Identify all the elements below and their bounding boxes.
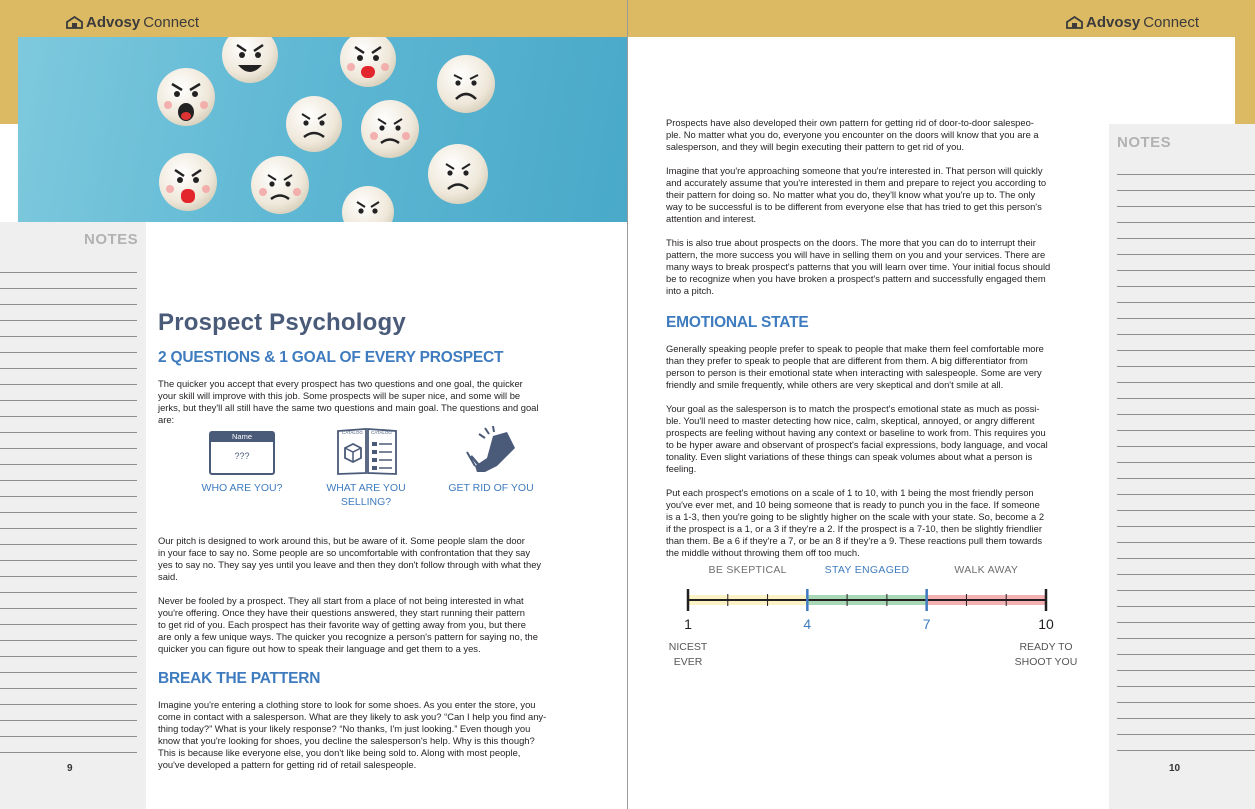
text-line: many ways to break prospect's patterns that you will learn over time. Your initial focus should	[666, 261, 1051, 272]
note-line	[1117, 702, 1255, 703]
note-line	[0, 416, 137, 417]
face-upset-center	[286, 96, 342, 152]
face-shouting	[157, 68, 215, 126]
face-frown-lower-right	[428, 144, 488, 204]
question-text: WHAT ARE YOU	[326, 482, 406, 494]
note-line	[0, 672, 137, 673]
note-line	[1117, 478, 1255, 479]
house-icon	[1066, 16, 1083, 29]
scale-low-label: EVER	[673, 656, 703, 668]
paragraph-never-fooled	[158, 595, 588, 655]
text-line: is a 1-3, then you're going to be slightly higher on the scale with your state. So, become a 2	[666, 511, 1045, 522]
scale-low-label: NICEST	[668, 641, 708, 653]
question-who-are-you	[196, 481, 288, 495]
brand-name-light: Connect	[1143, 14, 1200, 31]
paragraph-imagine	[666, 165, 1096, 225]
page-number: 10	[1169, 763, 1181, 774]
angry-faces-illustration	[18, 37, 627, 222]
text-line: than them. Be a 6 if they're a 7, or be an 8 if they're a 9. These reactions pull them towards	[666, 535, 1043, 546]
goal-text: GET RID OF YOU	[448, 482, 534, 494]
text-line: This is because like everyone else, you don't like being sold to. Along with most people,	[158, 747, 521, 758]
text-line: jerks, but they'll all still have the same two questions and main goal. The questions and goal	[158, 402, 539, 413]
scale-zone-label: BE SKEPTICAL	[708, 564, 787, 576]
catalog-icon	[336, 426, 398, 476]
note-line	[1117, 494, 1255, 495]
text-line: in your face to say no. Some people are so uncomfortable with confrontation that they say	[158, 547, 531, 558]
note-line	[1117, 686, 1255, 687]
note-line	[1117, 734, 1255, 735]
note-line	[0, 272, 137, 273]
note-line	[0, 464, 137, 465]
section-heading-emotional-state: EMOTIONAL STATE	[666, 314, 809, 331]
note-line	[0, 608, 137, 609]
note-line	[1117, 382, 1255, 383]
left-page	[0, 0, 627, 809]
note-line	[1117, 462, 1255, 463]
notes-column-right	[1109, 124, 1255, 809]
note-line	[1117, 430, 1255, 431]
scale-high-label: READY TO	[1019, 641, 1073, 653]
catalog-label-left: CATALOG	[342, 430, 363, 435]
paragraph-intro	[158, 378, 588, 426]
note-line	[1117, 670, 1255, 671]
note-line	[1117, 622, 1255, 623]
note-line	[1117, 510, 1255, 511]
brand-logo	[1066, 14, 1199, 31]
scale-number: 10	[1038, 616, 1054, 632]
text-line: tonality. Even slight variations of these things can speak volumes about what a person is	[666, 451, 1033, 462]
note-line	[0, 496, 137, 497]
text-line: Imagine you're entering a clothing store to look for some shoes. As you enter the store, you	[158, 699, 536, 710]
note-line	[1117, 302, 1255, 303]
note-line	[1117, 654, 1255, 655]
page-number: 9	[67, 763, 73, 774]
text-line: ble. You'll need to master detecting how nice, calm, skeptical, annoyed, or angry different	[666, 415, 1035, 426]
text-line: if the prospect is a 1, or a 3 if they're a 2. If the prospect is a 7-10, then be slightly friendlier	[666, 523, 1042, 534]
brand-name-bold: Advosy	[86, 14, 141, 31]
section-heading-break-pattern: BREAK THE PATTERN	[158, 670, 321, 687]
face-tongue-bottom	[159, 153, 217, 211]
note-line	[1117, 606, 1255, 607]
text-line: salesperson, and they will begin executing their pattern to get rid of you.	[666, 141, 965, 152]
scale-low-caption	[658, 640, 718, 670]
note-line	[1117, 174, 1255, 175]
note-line	[1117, 526, 1255, 527]
text-line: This is also true about prospects on the doors. The more that you can do to interrupt their	[666, 237, 1036, 248]
note-line	[1117, 750, 1255, 751]
emoji-faces-photo	[18, 37, 627, 222]
face-angry-blush	[361, 100, 419, 158]
text-line: Your goal as the salesperson is to match the prospect's emotional state as much as possi-	[666, 403, 1040, 414]
right-page	[628, 0, 1255, 809]
note-line	[1117, 254, 1255, 255]
note-line	[0, 640, 137, 641]
text-line: ple. No matter what you do, everyone you encounter on the doors will know that you are a	[666, 129, 1039, 140]
note-line	[0, 400, 137, 401]
text-line: their pattern for doing so. No matter what you do, they'll know what you're up to. The only	[666, 189, 1036, 200]
text-line: you've ever met, and 10 being someone that is ready to punch you in the face. If someone	[666, 499, 1040, 510]
note-line	[0, 480, 137, 481]
name-card-value: ???	[234, 451, 250, 461]
note-line	[1117, 398, 1255, 399]
text-line: Imagine that you're approaching someone that you're interested in. That person will quickly	[666, 165, 1043, 176]
note-line	[0, 512, 137, 513]
note-line	[0, 752, 137, 753]
paragraph-emotional	[666, 343, 1096, 391]
note-line	[1117, 558, 1255, 559]
brand-logo	[66, 14, 199, 31]
scale-number: 1	[684, 616, 692, 632]
emotional-scale	[658, 562, 1098, 672]
brand-name-light: Connect	[143, 14, 200, 31]
question-text: WHO ARE YOU?	[201, 482, 283, 494]
note-line	[0, 704, 137, 705]
note-line	[1117, 206, 1255, 207]
text-line: said.	[158, 571, 178, 582]
note-line	[0, 656, 137, 657]
scale-number: 4	[803, 616, 812, 632]
text-line: are:	[158, 414, 175, 425]
text-line: pattern, the more success you will have in selling them on you and your services. There are	[666, 249, 1046, 260]
text-line: you're offering. Once they have their questions answered, they start running their pattern	[158, 607, 525, 618]
note-line	[1117, 446, 1255, 447]
note-line	[0, 528, 137, 529]
text-line: friendly and smile frequently, while others are very skeptical and don't smile at all.	[666, 379, 1004, 390]
catalog-label-right: CATALOG	[371, 430, 392, 435]
text-line: to get rid of you. Each prospect has their favorite way of getting away from you, but there	[158, 619, 526, 630]
face-grin	[222, 37, 278, 83]
text-line: Never be fooled by a prospect. They all start from a place of not being interested in what	[158, 595, 524, 606]
note-line	[1117, 222, 1255, 223]
question-what-are-you-selling	[320, 481, 412, 509]
paragraph-goal	[666, 403, 1096, 475]
text-line: thing today?” What is your likely response? “No thanks, I'm just looking.” Even though you	[158, 723, 531, 734]
text-line: Put each prospect's emotions on a scale of 1 to 10, with 1 being the most friendly person	[666, 487, 1034, 498]
note-line	[0, 288, 137, 289]
note-line	[0, 560, 137, 561]
note-line	[1117, 574, 1255, 575]
notes-title: NOTES	[1117, 134, 1172, 151]
text-line: are only a few unique ways. The quicker you recognize a person's pattern for saying no, the	[158, 631, 538, 642]
face-frown-right	[437, 55, 495, 113]
paragraph-pitch	[158, 535, 588, 583]
note-line	[1117, 286, 1255, 287]
text-line: the middle without throwing them off too much.	[666, 547, 860, 558]
note-line	[1117, 718, 1255, 719]
text-line: know that you're looking for shoes, you decline the salesperson's help. Why is this though?	[158, 735, 535, 746]
note-line	[1117, 238, 1255, 239]
paragraph-doors	[666, 237, 1096, 297]
text-line: Generally speaking people prefer to speak to people that make them feel comfortable more	[666, 343, 1044, 354]
section-heading-questions: 2 QUESTIONS & 1 GOAL OF EVERY PROSPECT	[158, 349, 504, 366]
text-line: be to recognize when you have broken a prospect's pattern and successfully engaged them	[666, 273, 1046, 284]
scale-high-label: SHOOT YOU	[1014, 656, 1078, 668]
paragraph-prospect-patterns	[666, 117, 1096, 153]
text-line: quicker you can figure out how to speak their language and get them to a yes.	[158, 643, 481, 654]
note-line	[0, 736, 137, 737]
text-line: come in contact with a salesperson. What are they likely to ask you? “Can I help you find any-	[158, 711, 547, 722]
note-line	[0, 576, 137, 577]
text-line: Prospects have also developed their own pattern for getting rid of door-to-door salespeo-	[666, 117, 1034, 128]
text-line: way to be successful is to be different from everyone else that has tried to get this person's	[666, 201, 1042, 212]
text-line: into a pitch.	[666, 285, 714, 296]
note-line	[1117, 590, 1255, 591]
note-line	[1117, 270, 1255, 271]
note-line	[0, 624, 137, 625]
note-line	[0, 304, 137, 305]
text-line: The quicker you accept that every prospect has two questions and one goal, the quicker	[158, 378, 523, 389]
name-card-icon	[209, 431, 275, 475]
note-line	[0, 368, 137, 369]
text-line: to be hyper aware and observant of prospect's facial expressions, body language, and vocal	[666, 439, 1048, 450]
text-line: than they prefer to speak to people that are different from them. A big differentiator from	[666, 355, 1028, 366]
gold-header-edge	[1235, 37, 1255, 124]
note-line	[0, 592, 137, 593]
note-line	[0, 544, 137, 545]
text-line: you've developed a pattern for getting rid of retail salespeople.	[158, 759, 417, 770]
text-line: your skill will improve with this job. Some prospects will be super nice, and some will be	[158, 390, 521, 401]
face-annoyed	[342, 186, 394, 222]
text-line: yes to say no. They say yes until you leave and then they don't follow through with what they	[158, 559, 542, 570]
note-line	[0, 384, 137, 385]
face-tongue-top	[340, 37, 396, 87]
text-line: and accurately assume that you're interested in them and prepare to reject you according to	[666, 177, 1047, 188]
paragraph-break-pattern	[158, 699, 588, 771]
question-text: SELLING?	[340, 496, 392, 508]
text-line: Our pitch is designed to work around this, but be aware of it. Some people slam the door	[158, 535, 525, 546]
note-line	[1117, 366, 1255, 367]
text-line: feeling.	[666, 463, 697, 474]
note-line	[0, 432, 137, 433]
note-line	[1117, 542, 1255, 543]
paragraph-scale	[666, 487, 1096, 559]
note-line	[0, 336, 137, 337]
scale-zone-label: WALK AWAY	[954, 564, 1019, 576]
kick-boot-icon	[463, 426, 519, 476]
note-line	[1117, 350, 1255, 351]
note-line	[0, 720, 137, 721]
page-title: Prospect Psychology	[158, 309, 406, 336]
note-line	[1117, 638, 1255, 639]
text-line: person to person is their emotional state when interacting with salespeople. Some are very	[666, 367, 1042, 378]
brand-name-bold: Advosy	[1086, 14, 1141, 31]
notes-title: NOTES	[84, 231, 139, 248]
scale-zone-label: STAY ENGAGED	[824, 564, 910, 576]
face-grumpy	[251, 156, 309, 214]
text-line: prospects are feeling without having any context or baseline to work from. This requires you	[666, 427, 1046, 438]
scale-number: 7	[922, 616, 931, 632]
note-line	[1117, 190, 1255, 191]
note-line	[1117, 318, 1255, 319]
note-line	[0, 448, 137, 449]
note-line	[0, 320, 137, 321]
goal-get-rid-of-you	[440, 481, 542, 495]
note-line	[1117, 334, 1255, 335]
house-icon	[66, 16, 83, 29]
note-line	[0, 688, 137, 689]
note-line	[0, 352, 137, 353]
note-line	[1117, 414, 1255, 415]
emotional-scale-bar	[658, 582, 1098, 642]
notes-column-left	[0, 222, 146, 809]
name-card-label: Name	[231, 432, 252, 441]
scale-high-caption	[1006, 640, 1086, 670]
text-line: attention and interest.	[666, 213, 757, 224]
